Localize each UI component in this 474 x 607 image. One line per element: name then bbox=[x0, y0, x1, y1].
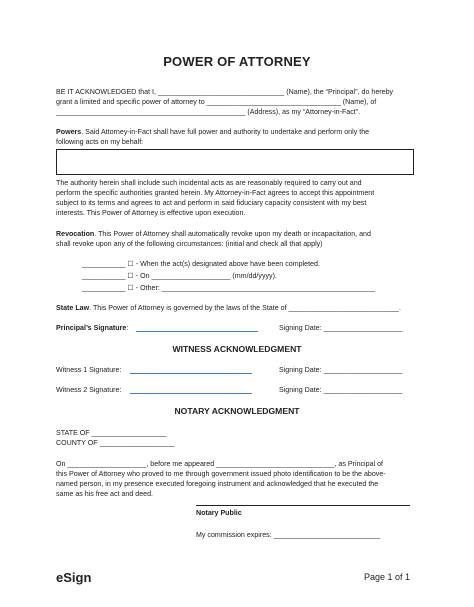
option-text: - On ____________________ (mm/dd/yyyy). bbox=[135, 272, 277, 280]
notary-heading: NOTARY ACKNOWLEDGMENT bbox=[174, 406, 300, 416]
powers-heading: Powers bbox=[56, 128, 82, 136]
witness-1-signing-date: Signing Date: ____________________ bbox=[279, 366, 403, 374]
witness-2-signing-date: Signing Date: ____________________ bbox=[279, 386, 403, 394]
authority-line-1: The authority herein shall include such incidental acts as are reasonably required to carry out and bbox=[56, 179, 362, 187]
initials-blank[interactable]: ___________ bbox=[82, 260, 126, 268]
principal-signing-date: Signing Date: ____________________ bbox=[279, 324, 403, 332]
page-number: Page 1 of 1 bbox=[364, 572, 411, 582]
notary-para-line-3: named person, in my presence executed foregoing instrument and acknowledged that he executed the bbox=[56, 480, 379, 488]
witness-2-date-blank[interactable]: ____________________ bbox=[323, 386, 403, 394]
principal-signature-line[interactable] bbox=[136, 331, 258, 332]
notary-state-line[interactable]: STATE OF ___________________ bbox=[56, 429, 167, 437]
option-text: - When the act(s) designated above have been completed. bbox=[135, 260, 320, 268]
notary-county-line[interactable]: COUNTY OF ___________________ bbox=[56, 439, 175, 447]
notary-commission-line[interactable]: My commission expires: ___________________________ bbox=[196, 531, 381, 539]
powers-text-1: . Said Attorney-in-Fact shall have full power and authority to undertake and perform only the bbox=[81, 128, 370, 136]
powers-text-2: following acts on my behalf: bbox=[56, 138, 144, 146]
intro-line1-prefix: BE IT ACKNOWLEDGED that I, bbox=[56, 88, 156, 96]
state-law-text: . This Power of Attorney is governed by the laws of the State of ____________________________. bbox=[89, 304, 401, 312]
principal-date-blank[interactable]: ____________________ bbox=[323, 324, 403, 332]
initials-blank[interactable]: ___________ bbox=[82, 272, 126, 280]
notary-public-label: Notary Public bbox=[196, 509, 242, 517]
revocation-heading: Revocation bbox=[56, 230, 95, 238]
authority-line-3: subject to its terms and agrees to act and perform in said fiduciary capacity consistent with my best bbox=[56, 199, 367, 207]
intro-line3-suffix: (Address), as my “Attorney-in-Fact”. bbox=[247, 108, 361, 116]
authority-line-4: interests. This Power of Attorney is effective upon execution. bbox=[56, 209, 246, 217]
intro-line-1 bbox=[56, 87, 393, 98]
revocation-text-2: shall revoke upon any of the following circumstances: (initial and check all that apply) bbox=[56, 240, 323, 248]
document-title: POWER OF ATTORNEY bbox=[163, 54, 311, 69]
attorney-address-blank[interactable]: ________________________________________________ bbox=[56, 108, 246, 116]
esign-logo: eSign bbox=[56, 570, 92, 585]
revocation-option-date bbox=[82, 271, 277, 282]
powers-line-1 bbox=[56, 127, 369, 138]
notary-signature-line[interactable] bbox=[196, 505, 410, 506]
attorney-name-blank[interactable]: __________________________________ bbox=[206, 98, 341, 106]
intro-line-3 bbox=[56, 107, 360, 118]
revocation-text-1: . This Power of Attorney shall automatically revoke upon my death or incapacitation, and bbox=[94, 230, 371, 238]
checkbox[interactable]: ☐ bbox=[127, 272, 134, 280]
powers-text-box[interactable] bbox=[56, 149, 414, 175]
option-text: - Other: ______________________________________________________ bbox=[135, 284, 375, 292]
state-law-heading: State Law bbox=[56, 304, 90, 312]
intro-line1-suffix: (Name), the “Principal”, do hereby bbox=[286, 88, 394, 96]
witness-2-signature-line[interactable] bbox=[130, 393, 252, 394]
revocation-option-completed bbox=[82, 259, 320, 270]
principal-signature-label: Principal’s Signature: bbox=[56, 324, 129, 332]
witness-1-date-blank[interactable]: ____________________ bbox=[323, 366, 403, 374]
authority-line-2: perform the specific authorities granted herein. My Attorney-in-Fact agrees to accept this appointment bbox=[56, 189, 375, 197]
witness-2-label: Witness 2 Signature: bbox=[56, 386, 122, 394]
revocation-option-other bbox=[82, 283, 375, 294]
intro-line2-suffix: (Name), of bbox=[342, 98, 377, 106]
notary-para-line-2: this Power of Attorney who proved to me through government issued photo identification to be the above- bbox=[56, 470, 386, 478]
revocation-line-1 bbox=[56, 229, 371, 240]
intro-line-2 bbox=[56, 97, 376, 108]
notary-para-line-1: On ____________________, before me appeared ______________________________, as Principal of bbox=[56, 460, 383, 468]
witness-heading: WITNESS ACKNOWLEDGMENT bbox=[172, 344, 302, 354]
witness-1-label: Witness 1 Signature: bbox=[56, 366, 122, 374]
state-law-line bbox=[56, 303, 401, 314]
initials-blank[interactable]: ___________ bbox=[82, 284, 126, 292]
checkbox[interactable]: ☐ bbox=[127, 260, 134, 268]
checkbox[interactable]: ☐ bbox=[127, 284, 134, 292]
notary-para-line-4: same as his free act and deed. bbox=[56, 490, 154, 498]
witness-1-signature-line[interactable] bbox=[130, 373, 252, 374]
intro-line2-prefix: grant a limited and specific power of attorney to bbox=[56, 98, 205, 106]
principal-name-blank[interactable]: ________________________________ bbox=[157, 88, 285, 96]
